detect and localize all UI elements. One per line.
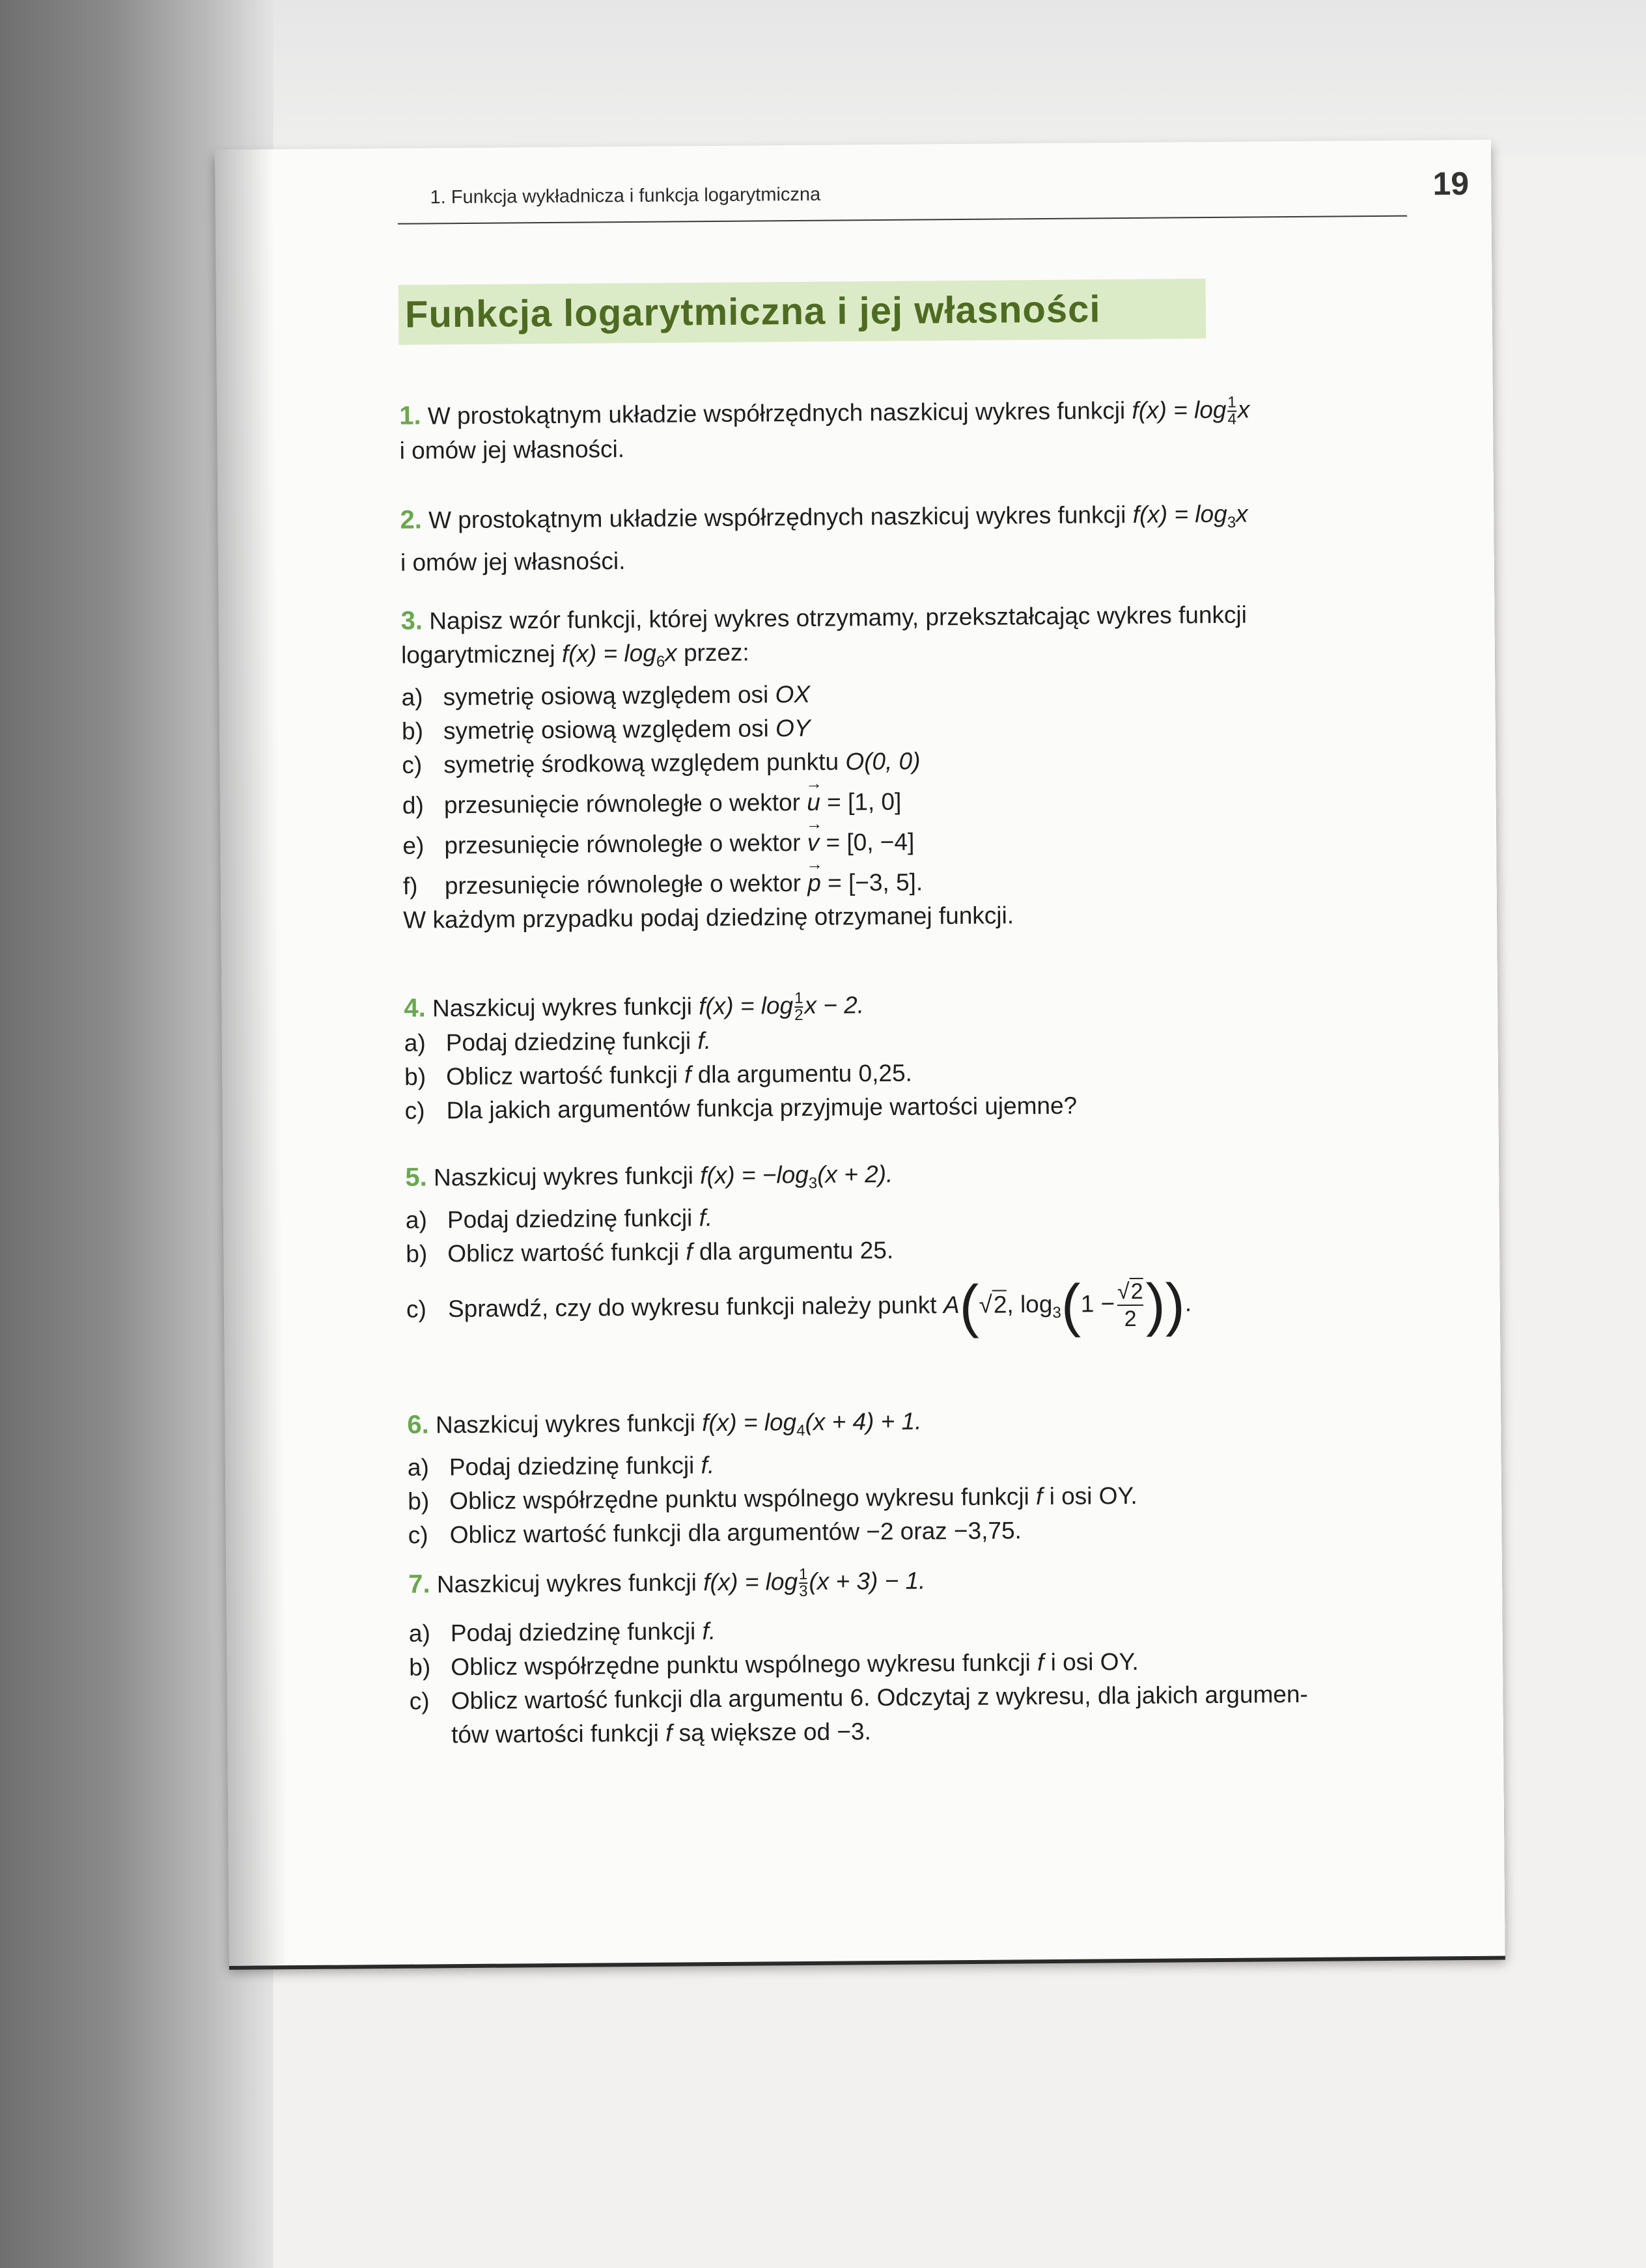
exercise-number: 7. xyxy=(408,1570,430,1599)
exercise-text-continued: logarytmicznej $f(x) = \log_6x$ przez: xyxy=(400,639,749,671)
subitem-f: f) przesunięcie równoległe o wektor → p = [−3, 5]. xyxy=(403,862,1419,904)
exercise-6 xyxy=(407,1400,1424,1553)
formula: f(x) = log xyxy=(1132,396,1227,424)
exercise-1 xyxy=(399,391,1416,468)
subitem-c: c) Dla jakich argumentów funkcja przyjmuje wartości ujemne? xyxy=(404,1092,1078,1124)
formula-arg: (x + 3) − 1. xyxy=(809,1567,926,1595)
vector-symbol: → u xyxy=(807,786,820,820)
subitem-b: b) Oblicz wartość funkcji f dla argumentu 25. xyxy=(406,1237,894,1268)
exercise-text: Naszkicuj wykres funkcji xyxy=(436,1569,704,1598)
formula: f(x) = log xyxy=(1132,500,1227,528)
subitem-c: c) symetrię środkową względem punktu O(0, 0) xyxy=(402,747,921,779)
subitem-b: b) Oblicz współrzędne punktu wspólnego wykresu funkcji f i osi OY. xyxy=(409,1648,1139,1681)
subitem-c: c) Oblicz wartość funkcji dla argumentów −2 oraz −3,75. xyxy=(408,1517,1022,1549)
subitem-a: a) Podaj dziedzinę funkcji f. xyxy=(407,1452,715,1482)
formula-arg: x xyxy=(1237,396,1250,423)
exercise-5 xyxy=(405,1153,1422,1338)
exercise-number: 3. xyxy=(400,606,423,635)
formula: f(x) = −log xyxy=(700,1161,809,1189)
subitem-b: b) Oblicz wartość funkcji f dla argumentu 0,25. xyxy=(404,1059,913,1090)
exercise-number: 5. xyxy=(405,1163,427,1192)
page-number: 19 xyxy=(1432,165,1470,202)
exercise-number: 4. xyxy=(404,993,426,1023)
sqrt-fraction: $\frac{√2}{2}$ xyxy=(1117,1279,1143,1332)
subitem-c: c) Sprawdź, czy do wykresu funkcji należy punkt A(√2, $\log_3(1 - \frac{√2}{2}$ )). xyxy=(406,1272,1192,1340)
exercise-text: W prostokątnym układzie współrzędnych naszkicuj wykres funkcji xyxy=(427,396,1132,430)
formula-arg: (x + 4) + 1. xyxy=(805,1407,922,1435)
exercise-text: W prostokątnym układzie współrzędnych naszkicuj wykres funkcji xyxy=(428,501,1133,534)
subitem-c-continued: tów wartości funkcji f są większe od −3. xyxy=(451,1718,871,1749)
header-rule xyxy=(398,215,1407,225)
formula-arg: (x + 2). xyxy=(816,1160,893,1188)
subitem-a: a) Podaj dziedzinę funkcji f. xyxy=(404,1027,712,1057)
exercise-closing: W każdym przypadku podaj dziedzinę otrzymanej funkcji. xyxy=(403,902,1014,934)
formula: f(x) = log xyxy=(703,1568,798,1596)
book-page xyxy=(215,140,1505,1966)
formula: f(x) = log xyxy=(702,1409,797,1437)
log-base: 3 xyxy=(808,1174,818,1193)
exercise-text: Napisz wzór funkcji, której wykres otrzymamy, przekształcając wykres funkcji xyxy=(429,601,1248,635)
exercise-text: Naszkicuj wykres funkcji xyxy=(433,1162,701,1191)
exercise-3 xyxy=(400,596,1419,938)
exercise-text: Naszkicuj wykres funkcji xyxy=(432,993,699,1022)
log-base-fraction: $\frac{1}{4}$ xyxy=(1227,393,1237,429)
subitem-b: b) Oblicz współrzędne punktu wspólnego wykresu funkcji f i osi OY. xyxy=(408,1482,1137,1515)
formula: f(x) = log xyxy=(698,992,794,1020)
exercise-text-continued: i omów jej własności. xyxy=(400,547,626,577)
subitem-a: a) symetrię osiową względem osi OX xyxy=(401,681,811,712)
exercise-text: Naszkicuj wykres funkcji xyxy=(435,1409,703,1439)
vector-symbol: → v xyxy=(807,826,820,860)
exercise-text-continued: i omów jej własności. xyxy=(399,436,625,465)
subitem-d: d) przesunięcie równoległe o wektor → u = [1, 0] xyxy=(402,781,1418,823)
log-base-fraction: $\frac{1}{2}$ xyxy=(794,989,803,1025)
vector-symbol: → p xyxy=(807,866,821,900)
subitem-c: c) Oblicz wartość funkcji dla argumentu 6. Odczytaj z wykresu, dla jakich argumen- xyxy=(409,1681,1308,1715)
running-header: 1. Funkcja wykładnicza i funkcja logarytmiczna xyxy=(430,184,821,208)
exercise-number: 6. xyxy=(407,1410,429,1439)
exercise-2 xyxy=(400,495,1416,581)
log-base: 4 xyxy=(796,1422,805,1440)
log-base-fraction: $\frac{1}{3}$ xyxy=(798,1566,808,1601)
subitem-e: e) przesunięcie równoległe o wektor → v = [0, −4] xyxy=(402,822,1418,863)
subitem-a: a) Podaj dziedzinę funkcji f. xyxy=(405,1204,713,1234)
exercise-7 xyxy=(408,1559,1425,1752)
exercise-4 xyxy=(404,984,1421,1128)
formula-arg: x xyxy=(1235,500,1248,527)
section-title: Funkcja logarytmiczna i jej własności xyxy=(404,288,1101,336)
exercise-number: 2. xyxy=(400,505,423,534)
formula-arg: x − 2. xyxy=(804,991,865,1019)
log-base: 3 xyxy=(1227,514,1236,532)
exercise-number: 1. xyxy=(399,401,421,430)
subitem-a: a) Podaj dziedzinę funkcji f. xyxy=(408,1618,716,1647)
subitem-b: b) symetrię osiową względem osi OY xyxy=(401,715,811,745)
